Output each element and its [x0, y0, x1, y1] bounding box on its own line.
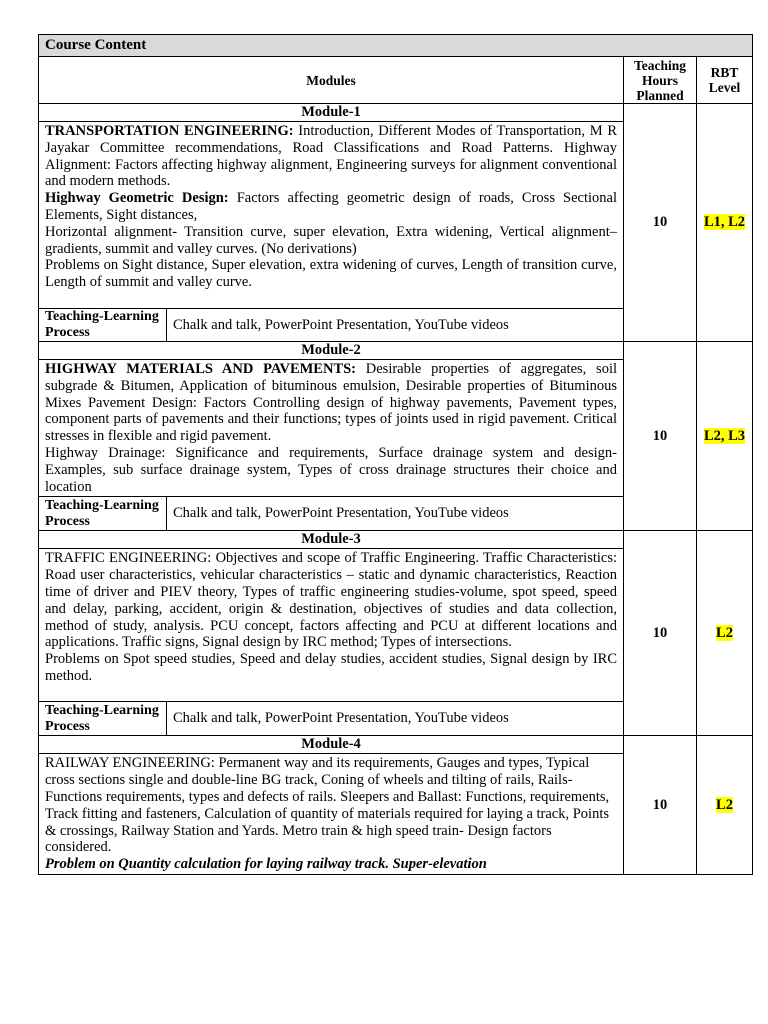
module-3-content: [39, 549, 624, 702]
module-1-para-1: [45, 123, 617, 190]
module-1-heading-row: [39, 104, 753, 122]
modules-header: Modules: [39, 57, 624, 104]
hours-header: Teaching Hours Planned: [624, 57, 697, 104]
module-3-hours: 10: [624, 531, 697, 736]
rbt-header: RBT Level: [697, 57, 753, 104]
course-content-table: [38, 34, 753, 875]
module-3-title: Module-3: [39, 531, 624, 549]
module-2-para-1: [45, 361, 617, 445]
module-2-para-1-text: Desirable properties of aggregates, soil subgrade & Bitumen, Application of bituminous emulsion, Desirable properties of Bituminous Mixes Pavement Design: Factors Controlling design of highway pavements, Pavement types, component parts of pavements and their functions; types of joints used in rigid pavement. Critical stresses in flexible and rigid pavement.: [45, 361, 617, 445]
module-2-rbt-value: L2, L3: [703, 427, 746, 444]
module-4-hours: 10: [624, 736, 697, 875]
module-1-rbt-value: L1, L2: [703, 214, 746, 230]
module-1-para-3: Horizontal alignment- Transition curve, super elevation, Extra widening, Vertical alignment–gradients, summit and valley curves. (No derivations): [45, 223, 617, 257]
module-2-rbt: [697, 342, 753, 531]
module-2-para-2: Highway Drainage: Significance and requirements, Surface drainage system and design-Examples, sub surface drainage system, Types of cross drainage structures their choice and location: [45, 444, 617, 495]
module-4-title: Module-4: [39, 736, 624, 754]
module-1-subheading-bold: Highway Geometric Design:: [45, 190, 229, 207]
module-1-rbt: [697, 104, 753, 342]
module-3-para-2: Problems on Spot speed studies, Speed and delay studies, accident studies, Signal design by IRC method.: [45, 651, 617, 684]
module-4-rbt-value: L2: [716, 796, 733, 813]
module-1-para-1-text: Introduction, Different Modes of Transportation, M R Jayakar Committee recommendations, Road Classifications and Road Patterns. Highway Alignment: Factors affecting highway alignment, Engineering surveys for alignment conventional and modern methods.: [45, 123, 617, 190]
module-2-content: [39, 360, 624, 497]
title-row: [39, 35, 753, 57]
module-3-heading-row: [39, 531, 753, 549]
module-2-title: Module-2: [39, 342, 624, 360]
module-1-title: Module-1: [39, 104, 624, 122]
module-3-rbt-value: L2: [716, 624, 733, 641]
module-4-content: [39, 754, 624, 875]
module-4-para-1: RAILWAY ENGINEERING: Permanent way and its requirements, Gauges and types, Typical cross sections single and double-line BG track, Coning of wheels and tilting of rails, Rails-Functions requirements, types and defects of rails. Sleepers and Ballast: Functions, requirements, Track fitting and fasteners, Calculation of quantity of materials required for laying a track, Points & crossings, Railway Station and Yards. Metro train & high speed train- Design factors considered.: [45, 755, 610, 856]
module-2-tlp-text: Chalk and talk, PowerPoint Presentation, YouTube videos: [167, 497, 624, 531]
module-1-para-4: Problems on Sight distance, Super elevation, extra widening of curves, Length of transition curve, Length of summit and valley curve.: [45, 257, 617, 291]
module-1-para-2: [45, 190, 617, 224]
table-title: Course Content: [39, 35, 753, 57]
header-row: [39, 57, 753, 104]
module-1-hours: 10: [624, 104, 697, 342]
module-1-heading-bold: TRANSPORTATION ENGINEERING:: [45, 123, 294, 139]
module-3-rbt: [697, 531, 753, 736]
module-2-heading-row: [39, 342, 753, 360]
module-1-tlp-label: Teaching-Learning Process: [39, 309, 167, 342]
module-3-tlp-label: Teaching-Learning Process: [39, 702, 167, 736]
module-2-hours: 10: [624, 342, 697, 531]
module-1-tlp-text: Chalk and talk, PowerPoint Presentation, YouTube videos: [167, 309, 624, 342]
module-4-para-2: Problem on Quantity calculation for laying railway track. Super-elevation: [45, 856, 487, 873]
module-1-content: [39, 122, 624, 309]
module-4-heading-row: [39, 736, 753, 754]
module-1-para-2-text: Factors affecting geometric design of roads, Cross Sectional Elements, Sight distances,: [45, 190, 617, 223]
module-4-rbt: [697, 736, 753, 875]
module-2-heading-bold: HIGHWAY MATERIALS AND PAVEMENTS:: [45, 361, 357, 377]
module-3-para-1: TRAFFIC ENGINEERING: Objectives and scope of Traffic Engineering. Traffic Characteristics: Road user characteristics, vehicular characteristics – static and dynamic characteristics, Reaction time of driver and PIEV theory, Types of traffic engineering studies-volume, spot speed, speed and delay, parking, accident, origin & destination, objectives of studies and data collection, method of study, analysis. PCU concept, factors affecting and PCU at different locations and applications. Traffic signs, Signal design by IRC method; Types of intersections.: [45, 550, 617, 651]
module-2-tlp-label: Teaching-Learning Process: [39, 497, 167, 531]
module-3-tlp-text: Chalk and talk, PowerPoint Presentation, YouTube videos: [167, 702, 624, 736]
